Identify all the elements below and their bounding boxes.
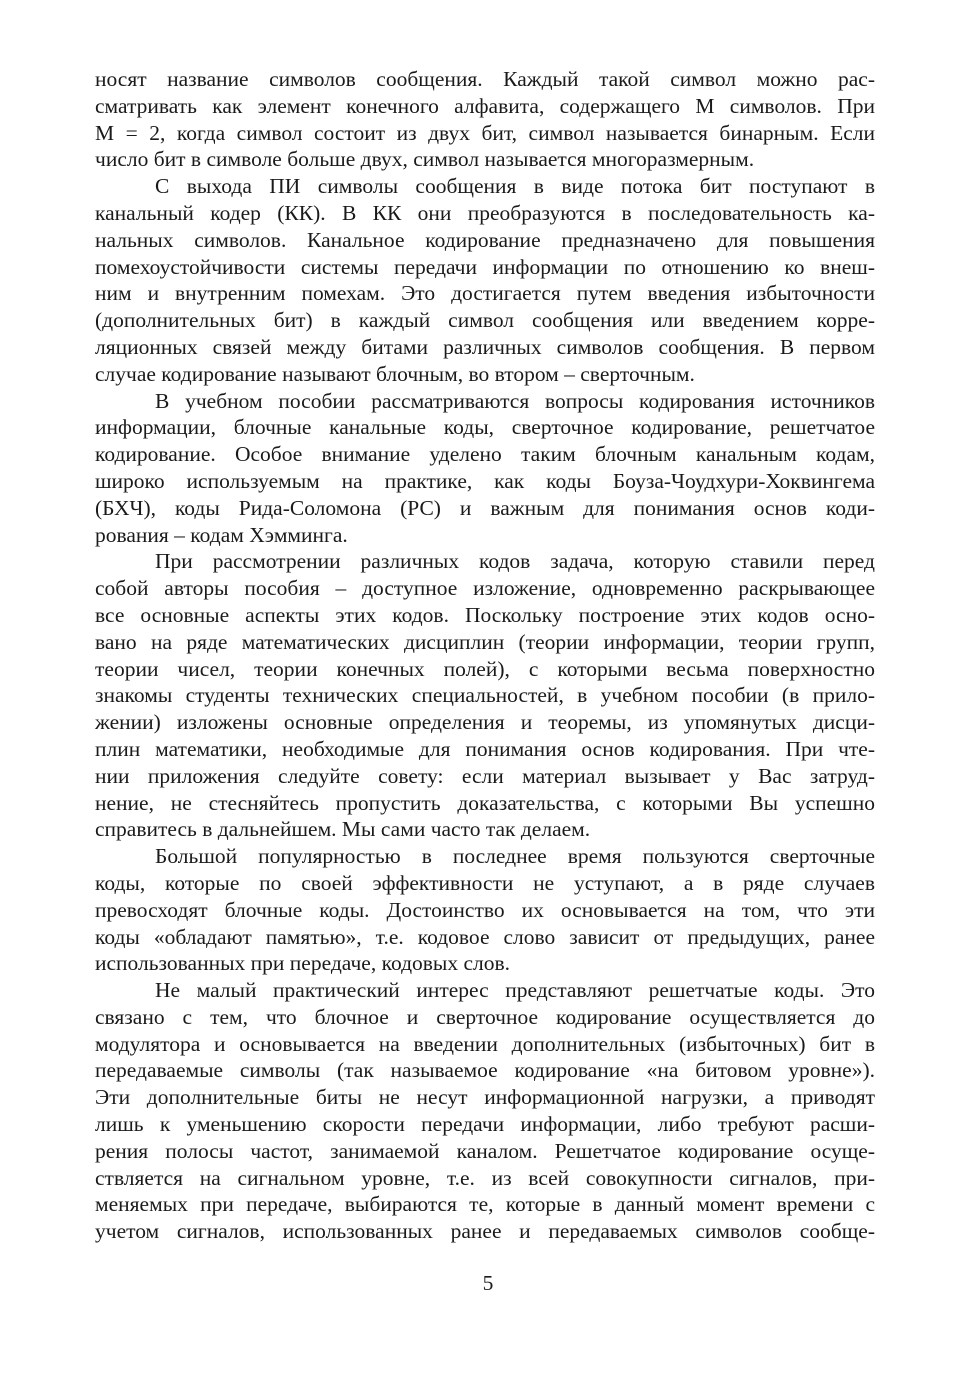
text-line: число бит в символе больше двух, символ называется многоразмерным. <box>95 147 755 172</box>
text-line: ствляется на сигнальном уровне, т.е. из всей совокупности сигналов, при- <box>95 1165 875 1190</box>
text-line: собой авторы пособия – доступное изложение, одновременно раскрывающее <box>95 576 875 601</box>
text-line: носят название символов сообщения. Каждый такой символ можно рас- <box>95 67 875 91</box>
text-line: нение, не стесняйтесь пропустить доказательства, с которыми Вы успешно <box>95 790 875 815</box>
text-line: меняемых при передаче, выбираются те, которые в данный момент времени с <box>95 1192 875 1217</box>
text-line: Большой популярностью в последнее время пользуются сверточные <box>155 844 875 869</box>
text-line: знакомы студенты технических специальностей, в учебном пособии (в прило- <box>95 683 875 708</box>
text-line: нальных символов. Канальное кодирование предназначено для повышения <box>95 227 875 252</box>
text-line: нии приложения следуйте совету: если материал вызывает у Вас затруд- <box>95 763 875 788</box>
text-line: M = 2, когда символ состоит из двух бит, символ называется бинарным. Если <box>95 120 875 145</box>
text-line: лишь к уменьшению скорости передачи информации, либо требуют расши- <box>95 1112 875 1137</box>
text-line: В учебном пособии рассматриваются вопросы кодирования источников <box>155 388 875 413</box>
text-line: справитесь в дальнейшем. Мы сами часто так делаем. <box>95 817 591 842</box>
text-line: все основные аспекты этих кодов. Поскольку построение этих кодов осно- <box>95 602 875 627</box>
text-line: вано на ряде математических дисциплин (теории информации, теории групп, <box>95 629 875 654</box>
text-line: плин математики, необходимые для понимания основ кодирования. При чте- <box>95 736 875 761</box>
paragraph-6 <box>95 977 875 1245</box>
page-body <box>95 66 875 1245</box>
text-line: Не малый практический интерес представляют решетчатые коды. Это <box>155 978 875 1003</box>
text-line: учетом сигналов, использованных ранее и передаваемых символов сообще- <box>95 1219 875 1244</box>
text-line: связано с тем, что блочное и сверточное кодирование осуществляется до <box>95 1004 875 1029</box>
text-line: использованных при передаче, кодовых слов. <box>95 951 511 976</box>
text-line: канальный кодер (КК). В КК они преобразуются в последовательность ка- <box>95 200 875 225</box>
text-line: рения полосы частот, занимаемой каналом. Решетчатое кодирование осуще- <box>95 1138 875 1163</box>
text-line: ним и внутренним помехам. Это достигается путем введения избыточности <box>95 281 875 306</box>
text-line: С выхода ПИ символы сообщения в виде потока бит поступают в <box>155 174 875 199</box>
text-line: модулятора и основывается на введении дополнительных (избыточных) бит в <box>95 1031 875 1056</box>
text-line: жении) изложены основные определения и теоремы, из упомянутых дисци- <box>95 710 875 735</box>
text-line: ляционных связей между битами различных символов сообщения. В первом <box>95 334 875 359</box>
text-line: коды «обладают памятью», т.е. кодовое слово зависит от предыдущих, ранее <box>95 924 875 949</box>
text-line: (БХЧ), коды Рида-Соломона (РС) и важным для понимания основ коди- <box>95 495 875 520</box>
text-line: коды, которые по своей эффективности не уступают, а в ряде случаев <box>95 870 875 895</box>
paragraph-2 <box>95 173 875 387</box>
paragraph-5 <box>95 843 875 977</box>
text-line: При рассмотрении различных кодов задача, которую ставили перед <box>155 549 875 574</box>
paragraph-1 <box>95 66 875 173</box>
text-line: кодирование. Особое внимание уделено таким блочным канальным кодам, <box>95 442 875 467</box>
paragraph-3 <box>95 388 875 549</box>
text-line: информации, блочные канальные коды, сверточное кодирование, решетчатое <box>95 415 875 440</box>
text-line: рования – кодам Хэмминга. <box>95 522 348 547</box>
text-line: передаваемые символы (так называемое кодирование «на битовом уровне»). <box>95 1058 875 1083</box>
page-number: 5 <box>482 1271 494 1295</box>
text-line: сматривать как элемент конечного алфавита, содержащего M символов. При <box>95 93 875 118</box>
text-line: превосходят блочные коды. Достоинство их основывается на том, что эти <box>95 897 875 922</box>
text-line: широко используемым на практике, как коды Боуза-Чоудхури-Хоквингема <box>95 468 875 493</box>
text-line: Эти дополнительные биты не несут информационной нагрузки, а приводят <box>95 1085 875 1110</box>
paragraph-4 <box>95 548 875 843</box>
text-line: теории чисел, теории конечных полей), с которыми весьма поверхностно <box>95 656 875 681</box>
text-line: помехоустойчивости системы передачи информации по отношению ко внеш- <box>95 254 875 279</box>
text-line: случае кодирование называют блочным, во втором – сверточным. <box>95 361 695 386</box>
text-line: (дополнительных бит) в каждый символ сообщения или введением корре- <box>95 308 875 333</box>
